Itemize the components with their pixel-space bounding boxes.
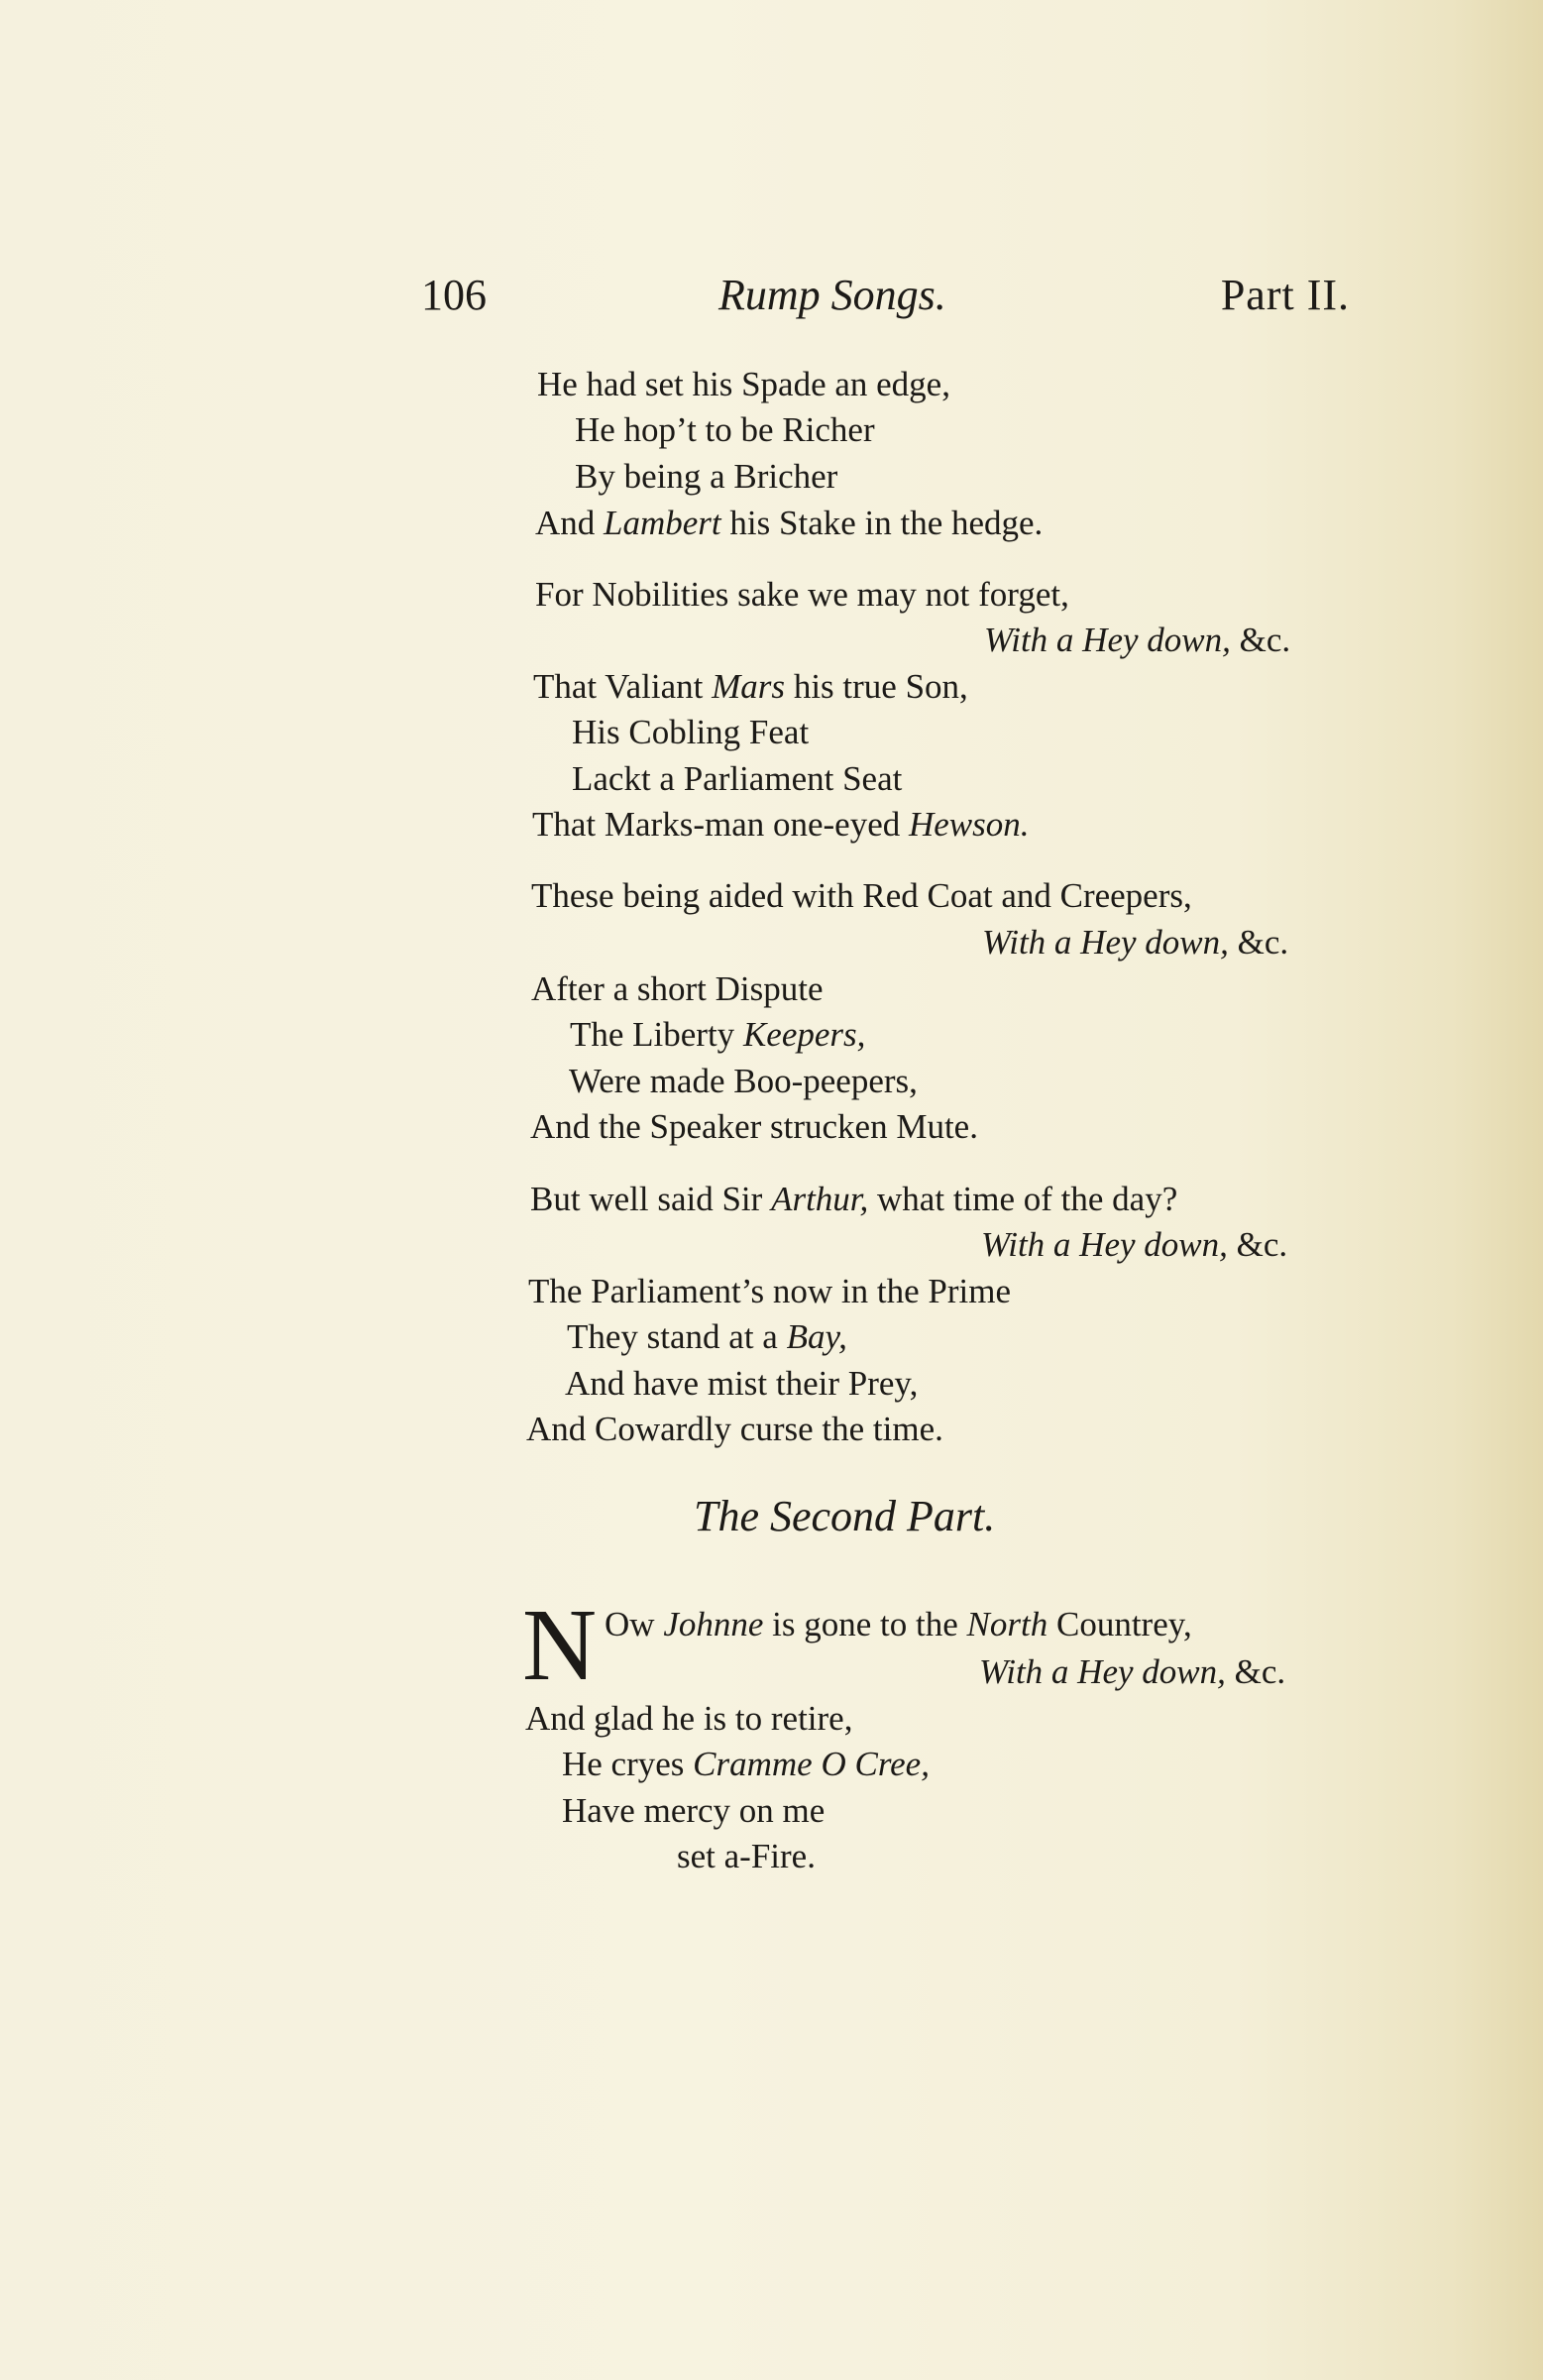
page-header [421,270,1350,329]
verse-line: He hop’t to be Richer [575,410,875,449]
verse-line: And glad he is to retire, [525,1699,853,1738]
verse-line: He cryes Cramme O Cree, [562,1745,930,1783]
verse-line: set a-Fire. [677,1837,816,1875]
refrain-line: With a Hey down, &c. [984,621,1291,659]
verse-line: That Marks-man one-eyed Hewson. [532,805,1030,844]
verse-line: Have mercy on me [562,1791,826,1830]
verse-line: And Lambert his Stake in the hedge. [535,504,1044,542]
verse-line: And Cowardly curse the time. [526,1410,943,1448]
page-number: 106 [421,271,487,319]
verse-line: The Liberty Keepers, [570,1015,866,1054]
refrain-line: With a Hey down, &c. [979,1652,1286,1691]
verse-line: By being a Bricher [575,457,838,496]
verse-line: His Cobling Feat [572,713,810,751]
verse-line: After a short Dispute [531,969,824,1008]
verse-line: For Nobilities sake we may not forget, [535,575,1069,614]
verse-line: That Valiant Mars his true Son, [533,667,968,706]
running-title: Rump Songs. [718,271,946,319]
drop-cap: N [522,1588,598,1702]
verse-line: Were made Boo-peepers, [569,1062,918,1100]
part-label: Part II. [1220,271,1350,319]
verse-line: Lackt a Parliament Seat [572,759,903,798]
verse-line: And have mist their Prey, [565,1364,919,1403]
name-italic: Lambert [604,504,721,542]
verse-line: But well said Sir Arthur, what time of the day? [530,1180,1178,1218]
verse-line: They stand at a Bay, [567,1317,847,1356]
refrain-line: With a Hey down, &c. [982,923,1289,962]
refrain-line: With a Hey down, &c. [981,1225,1288,1264]
verse-line: Ow Johnne is gone to the North Countrey, [605,1605,1192,1643]
verse-line: He had set his Spade an edge, [537,365,950,403]
verse-line: The Parliament’s now in the Prime [528,1272,1011,1310]
verse-line: And the Speaker strucken Mute. [530,1107,978,1146]
section-title: The Second Part. [694,1492,996,1540]
verse-line: These being aided with Red Coat and Creepers, [531,876,1192,915]
